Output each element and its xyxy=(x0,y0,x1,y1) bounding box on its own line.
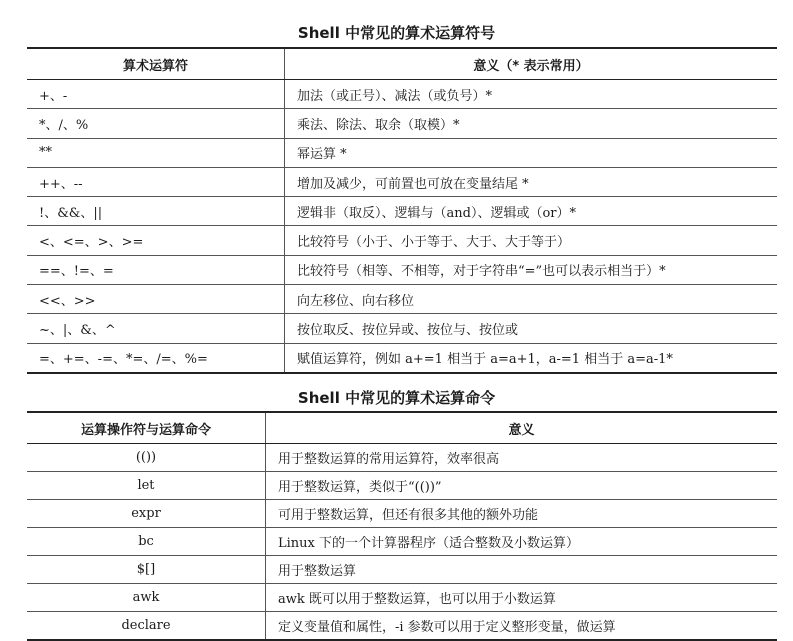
operator-cell: ~、|、&、^ xyxy=(27,314,285,343)
table-row xyxy=(27,167,777,196)
table-row xyxy=(27,109,777,138)
meaning-cell: 向左移位、向右移位 xyxy=(285,285,778,314)
meaning-cell: 比较符号（小于、小于等于、大于、大于等于） xyxy=(285,226,778,255)
table-row xyxy=(27,343,777,373)
table-row xyxy=(27,500,777,528)
table-row xyxy=(27,138,777,167)
table-header-row xyxy=(27,48,777,80)
table-row xyxy=(27,612,777,641)
operator-cell: ++、-- xyxy=(27,167,285,196)
operator-cell: awk xyxy=(27,584,266,612)
operator-cell: *、/、% xyxy=(27,109,285,138)
table-row xyxy=(27,584,777,612)
table-row xyxy=(27,226,777,255)
table2-title: Shell 中常见的算术运算命令 xyxy=(297,389,496,407)
column-header-command: 运算操作符与运算命令 xyxy=(27,412,266,444)
meaning-cell: 用于整数运算的常用运算符，效率很高 xyxy=(266,444,778,472)
table-row xyxy=(27,472,777,500)
operator-cell: $[] xyxy=(27,556,266,584)
meaning-cell: 加法（或正号）、减法（或负号）* xyxy=(285,80,778,109)
meaning-cell: 定义变量值和属性，-i 参数可以用于定义整形变量，做运算 xyxy=(266,612,778,641)
operator-cell: <、<=、>、>= xyxy=(27,226,285,255)
operator-cell: bc xyxy=(27,528,266,556)
meaning-cell: 可用于整数运算，但还有很多其他的额外功能 xyxy=(266,500,778,528)
table-row xyxy=(27,285,777,314)
operator-cell: (()) xyxy=(27,444,266,472)
operator-cell: declare xyxy=(27,612,266,641)
operator-cell: ==、!=、= xyxy=(27,255,285,284)
table-row xyxy=(27,528,777,556)
operator-cell: =、+=、-=、*=、/=、%= xyxy=(27,343,285,373)
meaning-cell: 比较符号（相等、不相等，对于字符串“=”也可以表示相当于）* xyxy=(285,255,778,284)
column-header-meaning: 意义 xyxy=(266,412,778,444)
arithmetic-commands-table xyxy=(27,411,777,641)
table-header-row xyxy=(27,412,777,444)
meaning-cell: 幂运算 * xyxy=(285,138,778,167)
meaning-cell: 用于整数运算，类似于“(())” xyxy=(266,472,778,500)
table-row xyxy=(27,556,777,584)
table1-title: Shell 中常见的算术运算符号 xyxy=(297,24,496,42)
table1-body xyxy=(27,80,777,373)
table-row xyxy=(27,197,777,226)
table2-body xyxy=(27,444,777,641)
arithmetic-operators-table xyxy=(27,47,777,374)
meaning-cell: awk 既可以用于整数运算，也可以用于小数运算 xyxy=(266,584,778,612)
table-row xyxy=(27,444,777,472)
meaning-cell: Linux 下的一个计算器程序（适合整数及小数运算） xyxy=(266,528,778,556)
table-row xyxy=(27,255,777,284)
operator-cell: ** xyxy=(27,138,285,167)
operator-cell: !、&&、|| xyxy=(27,197,285,226)
operator-cell: let xyxy=(27,472,266,500)
meaning-cell: 赋值运算符，例如 a+=1 相当于 a=a+1，a-=1 相当于 a=a-1* xyxy=(285,343,778,373)
meaning-cell: 用于整数运算 xyxy=(266,556,778,584)
table-row xyxy=(27,314,777,343)
operator-cell: expr xyxy=(27,500,266,528)
column-header-operator: 算术运算符 xyxy=(27,48,285,80)
meaning-cell: 逻辑非（取反）、逻辑与（and）、逻辑或（or）* xyxy=(285,197,778,226)
meaning-cell: 按位取反、按位异或、按位与、按位或 xyxy=(285,314,778,343)
meaning-cell: 乘法、除法、取余（取模）* xyxy=(285,109,778,138)
column-header-meaning: 意义（* 表示常用） xyxy=(285,48,778,80)
table-row xyxy=(27,80,777,109)
operator-cell: +、- xyxy=(27,80,285,109)
operator-cell: <<、>> xyxy=(27,285,285,314)
meaning-cell: 增加及减少，可前置也可放在变量结尾 * xyxy=(285,167,778,196)
